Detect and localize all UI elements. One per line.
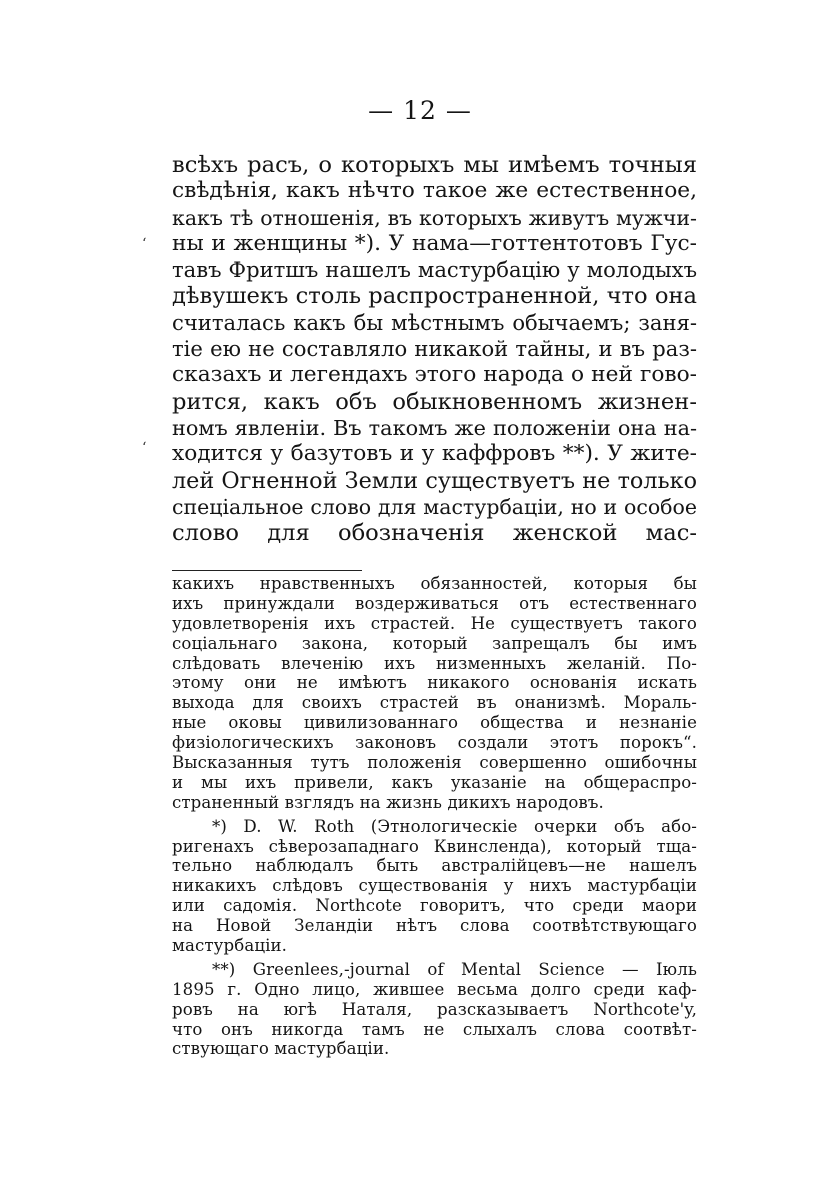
footnote-line: выхода для своихъ страстей въ онанизмѣ. Мораль- [172,693,697,713]
footnote-continuation [172,574,697,813]
footnote-line: соціальнаго закона, который запрещалъ бы имъ [172,633,697,653]
text-line: какъ тѣ отношенія, въ которыхъ живутъ мужчи- [172,205,697,230]
footnote-line: страненный взглядъ на жизнь дикихъ народовъ. [172,792,604,812]
margin-mark: ‘ [142,236,147,252]
page-number: — 12 — [368,96,472,125]
text-line: всѣхъ расъ, о которыхъ мы имѣемъ точныя [172,152,697,178]
footnote-line: на Новой Зеландіи нѣтъ слова соотвѣтствующаго [172,916,697,936]
footnote-line: этому они не имѣютъ никакого основанія искать [172,673,697,693]
footnote-divider [172,570,362,571]
footnote-2 [172,960,697,1059]
footnote-line: физіологическихъ законовъ создали этотъ порокъ“. [172,733,697,753]
margin-mark: ‘ [142,440,147,456]
footnote-line: ные оковы цивилизованнаго общества и незнаніе [172,713,697,733]
text-line: сказахъ и легендахъ этого народа о ней гово- [172,362,697,388]
footnote-line: какихъ нравственныхъ обязанностей, которыя бы [172,574,697,593]
footnote-line: ровъ на югѣ Наталя, разсказываетъ Northcote'y, [172,999,697,1019]
footnote-line: и мы ихъ привели, какъ указаніе на общераспро- [172,772,697,792]
text-line: номъ явленіи. Въ такомъ же положеніи она на- [172,415,697,440]
footnote-line: ихъ принуждали воздерживаться отъ естественнаго [172,593,697,613]
footnote-line: Высказанныя тутъ положенія совершенно ошибочны [172,753,697,773]
footnotes [172,574,697,1059]
text-line: свѣдѣнія, какъ нѣчто такое же естественное, [172,178,697,204]
footnote-line: **) Greenlees,-journal of Mental Science — Іюль [212,959,697,979]
text-line: тіе ею не составляло никакой тайны, и въ раз- [172,336,697,362]
text-line: слово для обозначенія женской мас- [172,520,697,547]
text-line: лей Огненной Земли существуетъ не только [172,467,697,494]
text-line: ходится у базутовъ и у каффровъ **). У жите- [172,441,697,467]
text-line: считалась какъ бы мѣстнымъ обычаемъ; заня- [172,309,697,335]
footnote-line: ствующаго мастурбаціи. [172,1039,390,1059]
footnote-line: или садомія. Northcote говоритъ, что среди маори [172,896,697,916]
footnote-line: *) D. W. Roth (Этнологическіе очерки объ або- [212,816,697,836]
footnote-line: тельно наблюдалъ быть австралійцевъ—не нашелъ [172,856,697,876]
footnote-1 [172,817,697,956]
text-line: ны и женщины *). У нама—готтентотовъ Гус- [172,230,697,256]
main-text [172,152,697,546]
footnote-line: 1895 г. Одно лицо, жившее весьма долго среди каф- [172,979,697,999]
text-line: тавъ Фритшъ нашелъ мастурбацію у молодыхъ [172,257,697,283]
footnote-line: слѣдовать влеченію ихъ низменныхъ желаній. По- [172,653,697,673]
footnote-line: что онъ никогда тамъ не слыхалъ слова соотвѣт- [172,1019,697,1039]
text-line: дѣвушекъ столь распространенной, что она [172,283,697,310]
footnote-line: удовлетворенія ихъ страстей. Не существуетъ такого [172,613,697,633]
text-line: рится, какъ объ обыкновенномъ жизнен- [172,388,697,415]
footnote-line: ригенахъ сѣверозападнаго Квинсленда), который тща- [172,836,697,856]
footnote-line: никакихъ слѣдовъ существованія у нихъ мастурбаціи [172,876,697,896]
footnote-line: мастурбаціи. [172,936,288,956]
text-line: спеціальное слово для мастурбаціи, но и особое [172,494,697,519]
